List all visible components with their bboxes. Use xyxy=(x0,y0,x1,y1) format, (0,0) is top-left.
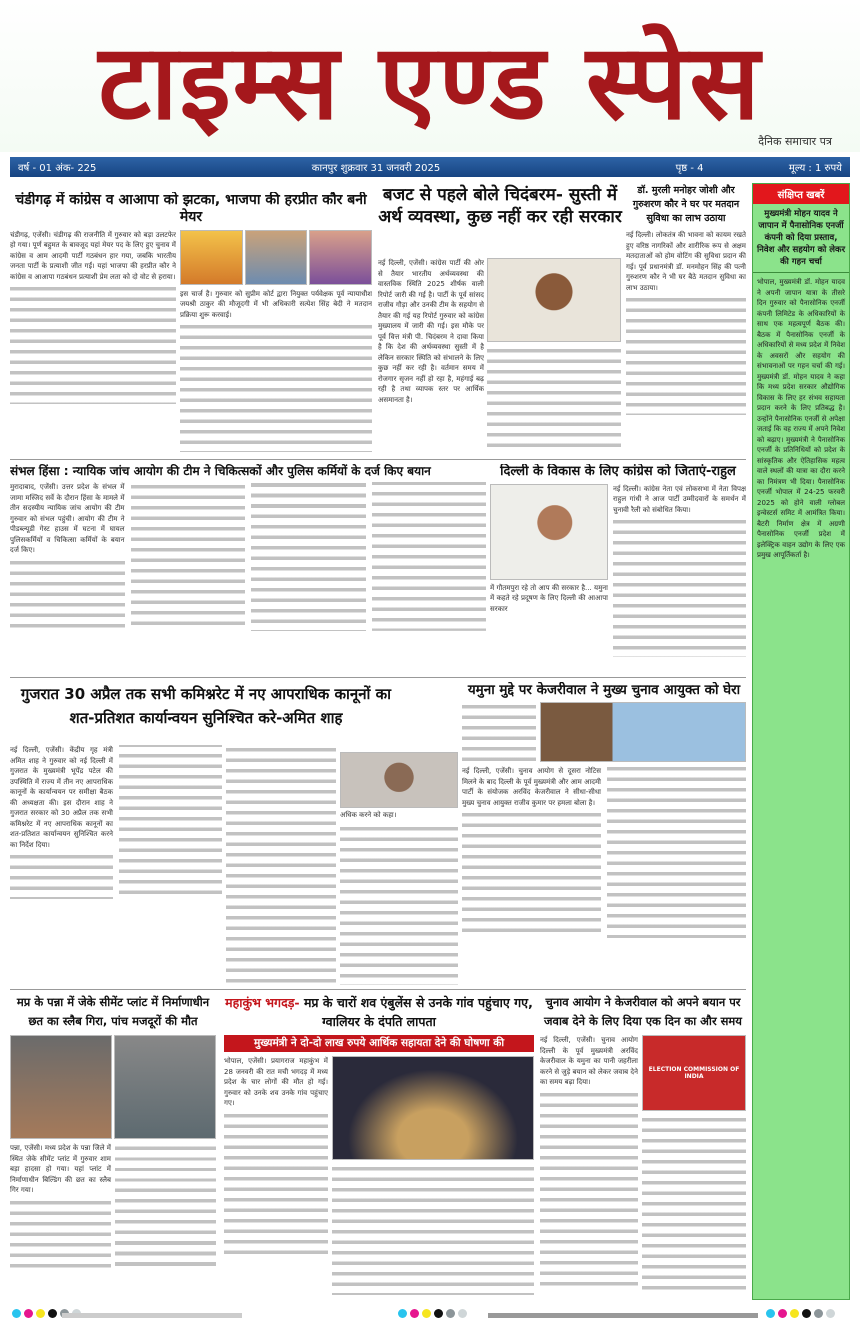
headline-election: चुनाव आयोग ने केजरीवाल को अपने बयान पर जवाब देने के लिए दिया एक दिन का और समय xyxy=(544,995,742,1028)
photo-amit-shah xyxy=(340,752,458,808)
headline-mahakumbh xyxy=(224,993,534,1031)
color-registration-marks xyxy=(398,1309,467,1318)
photo-crowd xyxy=(332,1056,534,1160)
story-chandigarh xyxy=(10,192,372,456)
text-lines xyxy=(487,346,621,454)
story-body xyxy=(10,745,222,985)
issue-number: वर्ष - 01 अंक- 225 xyxy=(18,163,97,174)
story-body xyxy=(626,230,746,415)
text-lines xyxy=(642,1115,746,1295)
story-sambhal xyxy=(10,464,486,674)
page-number: पृष्ठ - 4 xyxy=(675,163,704,174)
headline-text: मप्र के चारों शव एंबुलेंस से उनके गांव पहुंचाए गए, ग्वालियर के दंपति लापता xyxy=(303,995,533,1029)
text-lines xyxy=(340,824,458,985)
caption-text: अधिक करने को कहा। xyxy=(340,811,397,819)
story-body xyxy=(224,1056,328,1295)
caption-text: में गौतमपुरा रहे तो आप की सरकार है... यमुना में कहते रहे प्रदूषण के लिए दिल्ली की आआपा सरकार xyxy=(490,583,608,613)
story-body xyxy=(180,289,372,456)
dateline: कानपुर शुक्रवार 31 जनवरी 2025 xyxy=(311,163,441,174)
story-body xyxy=(462,766,746,986)
grey-scale-strip xyxy=(62,1313,242,1318)
lead-text: चंडीगढ़, एजेंसी। चंडीगढ़ की राजनीति में गुरुवार को बड़ा उलटफेर हो गया। पूर्ण बहुमत के बावजूद यहां मेयर पद के लिए हुए चुनाव में कांग्रेस व आम आदमी पार्टी गठबंधन हार गया, जबकि भारतीय जनता पार्टी के प्रत्याशी जीत गईं। यहां भाजपा की हरप्रीत कौर ने कांग्रेस व आआपा गठबंधन प्रत्याशी प्रेम लता को दो वोट से हराया। xyxy=(10,230,176,281)
photo-caption xyxy=(490,583,608,674)
divider xyxy=(10,989,746,990)
headline-panna: मप्र के पन्ना में जेके सीमेंट प्लांट में निर्माणाधीन छत का स्लैब गिरा, पांच मजदूरों की मौत xyxy=(16,995,210,1028)
text-lines xyxy=(10,284,176,404)
story-columns xyxy=(10,230,372,456)
story-columns xyxy=(224,1056,534,1295)
photo-election-commission xyxy=(642,1035,746,1111)
lead-text: नई दिल्ली। लोकतंत्र की भावना को कायम रखते हुए वरिष्ठ नागरिकों और शारीरिक रूप से अक्षम मतदाताओं को होम वोटिंग की सुविधा प्रदान की गई। पूर्व प्रधानमंत्री डॉ. मनमोहन सिंह की पत्नी गुरुशरण कौर ने भी घर बैठे मतदान सुविधा का लाभ उठाया। xyxy=(626,231,746,292)
lead-text: नई दिल्ली। कांग्रेस नेता एवं लोकसभा में नेता विपक्ष राहुल गांधी ने आज पार्टी उम्मीदवारों के समर्थन में चुनावी रैली को संबोधित किया। xyxy=(613,484,746,514)
text-lines xyxy=(540,1090,638,1290)
photo-kejriwal xyxy=(540,702,746,762)
story-photo-column xyxy=(180,230,372,456)
sidebar-body: भोपाल, मुख्यमंत्री डॉ. मोहन यादव ने अपनी जापान यात्रा के तीसरे दिन गुरुवार को पैनासोनिक एनर्जी कंपनी लिमिटेड के अधिकारियों के साथ एक महत्वपूर्ण बैठक की। बैठक में पैनासोनिक एनर्जी के अधिकारियों से मध्य प्रदेश में निवेश के अवसरों और सहयोग की संभावनाओं पर गहन चर्चा की गई। मुख्यमंत्री डॉ. मोहन यादव ने कहा कि मध्य प्रदेश सरकार औद्योगिक विकास के लिए हर संभव सहायता प्रदान करने के लिए प्रतिबद्ध है। उन्होंने पैनासोनिक एनर्जी से अपेक्षा जताई कि वह राज्य में अपने निवेश को बढ़ाए। मुख्यमंत्री ने पैनासोनिक एनर्जी के प्रतिनिधियों को प्रदेश के सांस्कृतिक और ऐतिहासिक महत्व वाले स्थलों की यात्रा का दौरा करने का निमंत्रण भी दिया। पैनासोनिक एनर्जी भोपाल में 24-25 फरवरी 2025 को होने वाली ग्लोबल इन्वेस्टर्स समिट में आमंत्रित किया। बैटरी निर्माण क्षेत्र में अग्रणी पैनासोनिक एनर्जी प्रदेश में इलेक्ट्रिक वाहन उद्योग के लिए एक प्रमुख आपूर्तिकर्ता है। xyxy=(757,278,845,559)
photo-row xyxy=(180,230,372,285)
story-yamuna xyxy=(462,682,746,986)
story-body xyxy=(540,1035,638,1295)
photo-rahul xyxy=(490,484,608,580)
divider xyxy=(10,459,746,460)
photo-row xyxy=(462,702,746,762)
story-body xyxy=(10,1143,216,1295)
story-body xyxy=(10,482,486,674)
lead-text: नई दिल्ली, एजेंसी। चुनाव आयोग से दूसरा नोटिस मिलने के बाद दिल्ली के पूर्व मुख्यमंत्री और आम आदमी पार्टी के संयोजक अरविंद केजरीवाल ने सीधा-सीधा मुख्य चुनाव आयुक्त राजीव कुमार पर हमला बोला है। xyxy=(462,767,601,807)
headline-joshi: डॉ. मुरली मनोहर जोशी और गुरुशरण कौर ने घर पर मतदान सुविधा का लाभ उठाया xyxy=(632,185,740,224)
story-columns xyxy=(490,484,746,674)
headline-chidambaram: बजट से पहले बोले चिदंबरम- सुस्ती में अर्थ व्यवस्था, कुछ नहीं कर रही सरकार xyxy=(378,185,622,227)
story-columns xyxy=(540,1035,746,1295)
info-bar xyxy=(10,157,850,177)
sidebar-headline: मुख्यमंत्री मोहन यादव ने जापान में पैनासोनिक एनर्जी कंपनी को दिया प्रस्ताव, निवेश और सहयोग को लेकर की गहन चर्चा xyxy=(753,204,849,273)
text-lines xyxy=(626,295,746,415)
text-lines xyxy=(462,702,536,762)
text-lines xyxy=(613,517,746,657)
lead-text: इस चार्ज है। गुरुवार को सुप्रीम कोर्ट द्वारा नियुक्त पर्यवेक्षक पूर्व न्यायाधीश जयश्री ठाकुर की मौजूदगी में भी अधिकारी सत्येश सिंह बेदी ने मतदान प्रक्रिया शुरू करवाई। xyxy=(180,289,372,319)
color-registration-marks xyxy=(766,1309,835,1318)
photo-column xyxy=(332,1056,534,1295)
sign-text: ELECTION COMMISSION OF INDIA xyxy=(648,1066,740,1080)
photo-collapse-1 xyxy=(10,1035,112,1139)
sidebar-brief-news xyxy=(752,183,850,1300)
story-body xyxy=(10,230,176,456)
headline-gujarat: गुजरात 30 अप्रैल तक सभी कमिश्नरेट में नए आपराधिक कानूनों का शत-प्रतिशत कार्यान्वयन सुनिश्चित करे-अमित शाह xyxy=(20,685,392,727)
photo-column xyxy=(490,484,608,674)
photo-column xyxy=(642,1035,746,1295)
lead-text: नई दिल्ली, एजेंसी। चुनाव आयोग दिल्ली के पूर्व मुख्यमंत्री अरविंद केजरीवाल के यमुना का पानी जहरीला करने से जुड़े बयान को लेकर जवाब देने का समय बढ़ा दिया। xyxy=(540,1036,638,1086)
relief-banner: मुख्यमंत्री ने दो-दो लाख रुपये आर्थिक सहायता देने की घोषणा की xyxy=(224,1035,534,1052)
photo-collapse-2 xyxy=(114,1035,216,1139)
tagline: दैनिक समाचार पत्र xyxy=(758,135,832,148)
newspaper-title: टाइम्स एण्ड स्पेस xyxy=(98,20,762,143)
lead-text: मुरादाबाद, एजेंसी। उत्तर प्रदेश के संभल में जामा मस्जिद सर्वे के दौरान हिंसा के मामले में तीन सदस्यीय न्यायिक जांच आयोग की टीम गुरुवार को संभल पहुंची। आयोग की टीम ने पीडब्ल्यूडी गेस्ट हाउस में घटना में घायल पुलिसकर्मियों व चिकित्सा कर्मियों के बयान दर्ज किए। xyxy=(10,483,125,555)
sidebar-header: संक्षिप्त खबरें xyxy=(753,184,849,204)
photo-caption xyxy=(340,810,458,822)
story-mahakumbh xyxy=(224,993,534,1295)
price: मूल्य : 1 रुपये xyxy=(788,163,842,174)
headline-sambhal: संभल हिंसा : न्यायिक जांच आयोग की टीम ने चिकित्सकों और पुलिस कर्मियों के दर्ज किए बयान xyxy=(10,464,431,478)
lead-text: पन्ना, एजेंसी। मध्य प्रदेश के पन्ना जिले में स्थित जेके सीमेंट प्लांट में गुरुवार शाम बड़ा हादसा हो गया। यहां प्लांट में निर्माणाधीन बिल्डिंग की छत का स्लैब गिर गया। xyxy=(10,1144,111,1194)
masthead xyxy=(0,0,860,152)
story-panna xyxy=(10,993,216,1295)
lead-text: नई दिल्ली, एजेंसी। कांग्रेस पार्टी की ओर से तैयार भारतीय अर्थव्यवस्था की वास्तविक स्थिति 2025 शीर्षक वाली रिपोर्ट जारी की गई है। पार्टी के पूर्व सांसद राजीव गौड़ा और उनकी टीम के सहयोग से तैयार की गई यह रिपोर्ट गुरुवार को कांग्रेस मुख्यालय में जारी की गई। इस मौके पर पूर्व वित्त मंत्री पी. चिदंबरम ने दावा किया है कि देश की अर्थव्यवस्था सुस्ती में है लेकिन सरकार स्थिति को संभालने के लिए कुछ नहीं कर रही है। वर्तमान समय में रोजगार सृजन नहीं हो रहा है, महंगाई बढ़ रही है तथा व्यापक स्तर पर आर्थिक असमानता है। xyxy=(378,259,484,404)
photo-candidate xyxy=(309,230,372,285)
photo-mayor xyxy=(180,230,243,285)
story-body xyxy=(378,258,484,456)
photo-row xyxy=(10,1035,216,1139)
headline-chandigarh: चंडीगढ़ में कांग्रेस व आआपा को झटका, भाजपा की हरप्रीत कौर बनी मेयर xyxy=(15,192,367,225)
photo-politician xyxy=(245,230,308,285)
divider xyxy=(10,677,746,678)
lead-text: नई दिल्ली, एजेंसी। केंद्रीय गृह मंत्री अमित शाह ने गुरुवार को नई दिल्ली में गुजरात के मुख्यमंत्री भूपेंद्र पटेल की उपस्थिति में राज्य में तीन नए आपराधिक कानूनों के कार्यान्वयन पर समीक्षा बैठक की अध्यक्षता की। इस दौरान शाह ने गुजरात सरकार को 30 अप्रैल तक सभी कमिश्नरेट में नए आपराधिक कानूनों का शत-प्रतिशत कार्यान्वयन सुनिश्चित करने का निर्देश दिया। xyxy=(10,746,113,849)
headline-yamuna: यमुना मुद्दे पर केजरीवाल ने मुख्य चुनाव आयुक्त को घेरा xyxy=(467,682,741,698)
text-lines xyxy=(224,1111,328,1261)
text-lines xyxy=(180,322,372,452)
story-body xyxy=(613,484,746,674)
grey-scale-strip xyxy=(488,1313,758,1318)
story-joshi xyxy=(626,184,746,456)
headline-prefix: महाकुंभ भगदड़- xyxy=(225,995,300,1010)
story-delhi xyxy=(490,464,746,674)
headline-delhi: दिल्ली के विकास के लिए कांग्रेस को जिताएं-राहुल xyxy=(500,464,736,479)
photo-chidambaram xyxy=(487,258,621,342)
text-lines xyxy=(332,1164,534,1295)
lead-text: भोपाल, एजेंसी। प्रयागराज महाकुंभ में 28 जनवरी की रात मची भगदड़ में मध्य प्रदेश के चार लोगों की मौत हो गई। गुरुवार को उनके शव उनके गांव पहुंचाए गए। xyxy=(224,1057,328,1107)
text-lines xyxy=(226,745,336,985)
story-election xyxy=(540,993,746,1295)
